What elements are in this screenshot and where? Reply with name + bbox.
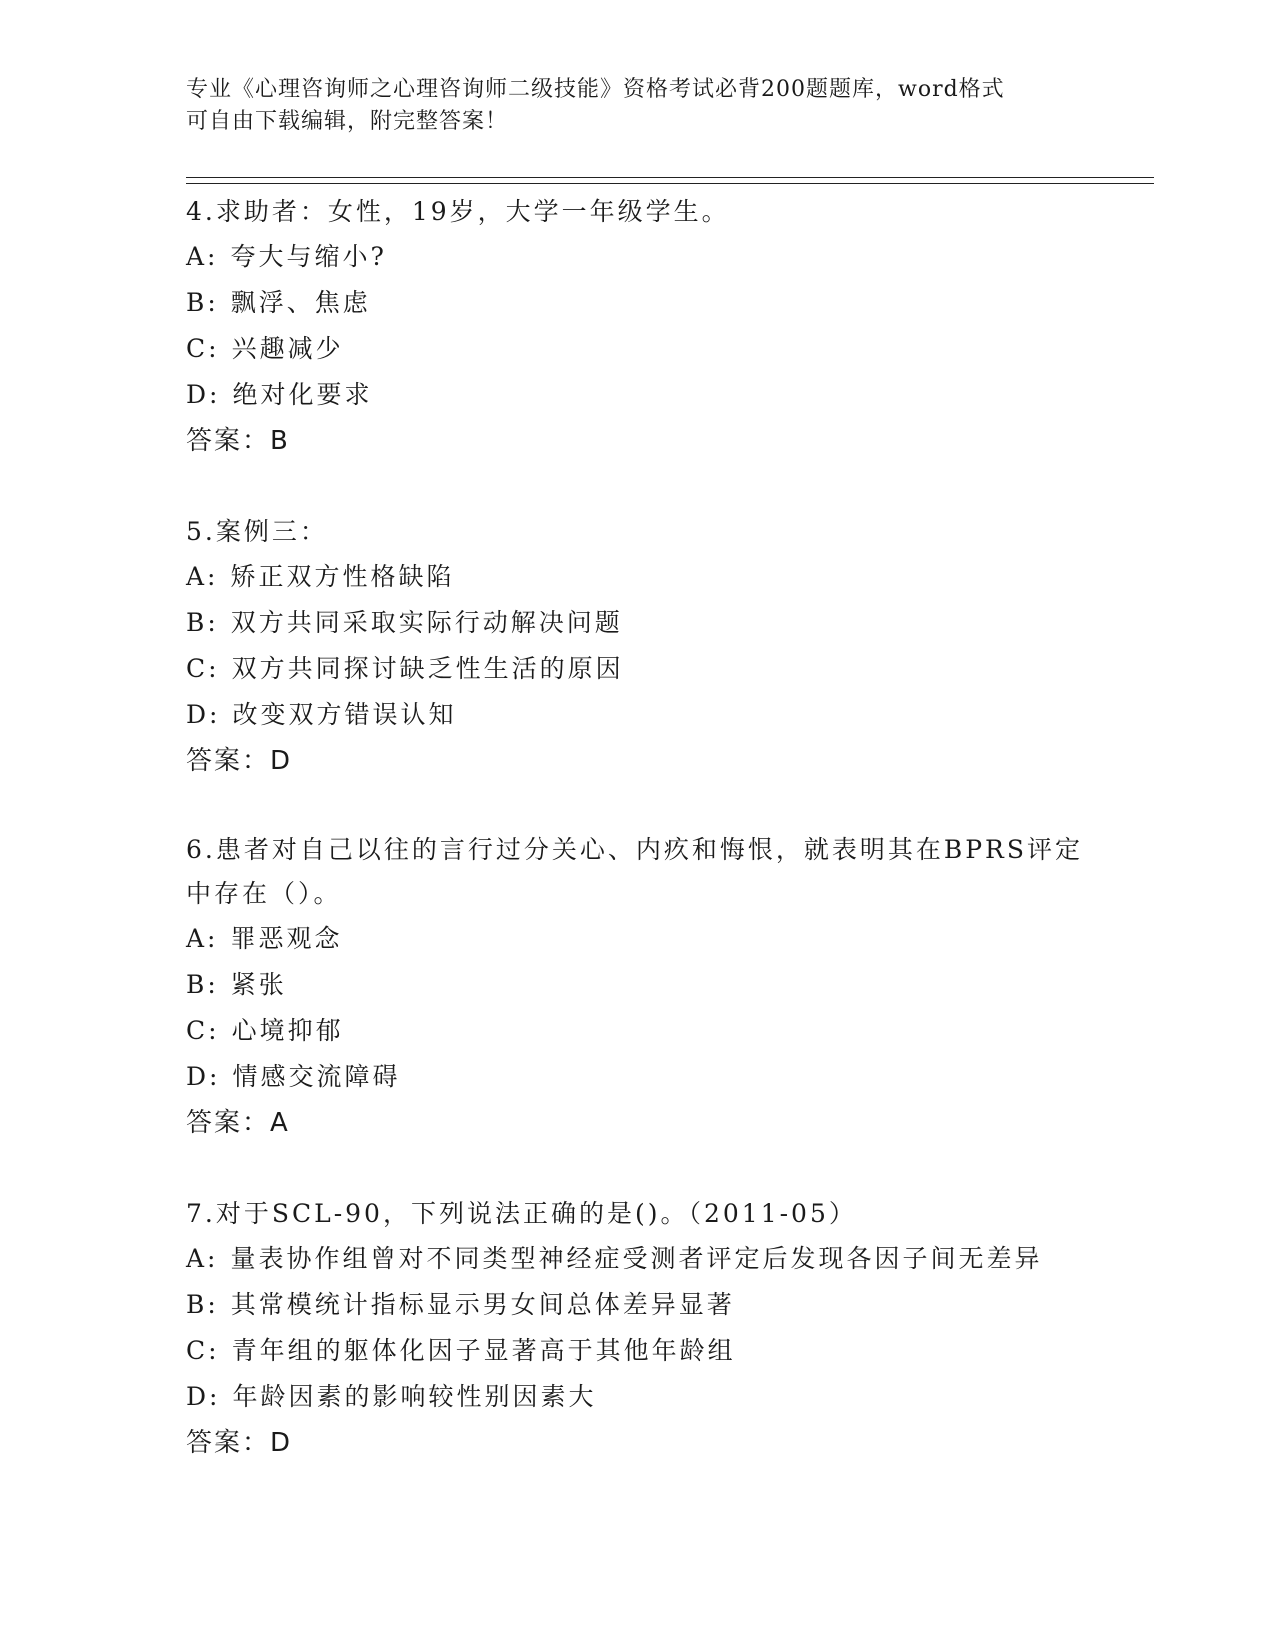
- option-key: B:: [186, 288, 219, 317]
- option-key: D:: [186, 380, 221, 409]
- option-text: 紧张: [230, 970, 287, 999]
- option-text: 改变双方错误认知: [232, 700, 457, 729]
- option-key: C:: [186, 1016, 220, 1045]
- option-key: A:: [186, 242, 219, 271]
- option-text: 绝对化要求: [232, 380, 373, 409]
- option-key: B:: [186, 1290, 219, 1319]
- header-line-1: 专业《心理咨询师之心理咨询师二级技能》资格考试必背200题题库，word格式: [186, 77, 1005, 102]
- option-key: C:: [186, 334, 220, 363]
- option-text: 其常模统计指标显示男女间总体差异显著: [230, 1290, 735, 1319]
- question-stem: 6.患者对自己以往的言行过分关心、内疚和悔恨，就表明其在BPRS评定中存在（）。: [186, 835, 1083, 908]
- header-rule-bottom: [186, 183, 1154, 184]
- option-text: 青年组的躯体化因子显著高于其他年龄组: [231, 1336, 736, 1365]
- option-text: 双方共同采取实际行动解决问题: [230, 608, 623, 637]
- option-key: C:: [186, 654, 220, 683]
- question-stem: 7.对于SCL-90，下列说法正确的是()。（2011-05）: [186, 1199, 857, 1228]
- option-text: 罪恶观念: [230, 924, 343, 953]
- option-text: 兴趣减少: [231, 334, 344, 363]
- option-key: A:: [186, 924, 219, 953]
- option-key: B:: [186, 608, 219, 637]
- option-key: D:: [186, 1062, 221, 1091]
- option-a: [186, 554, 1086, 600]
- option-d: [186, 692, 1086, 738]
- option-d: [186, 1374, 1086, 1420]
- option-a: [186, 1236, 1086, 1282]
- option-key: A:: [186, 562, 219, 591]
- option-text: 双方共同探讨缺乏性生活的原因: [231, 654, 624, 683]
- option-key: D:: [186, 1382, 221, 1411]
- answer-line: 答案：A: [186, 1108, 290, 1138]
- option-a: [186, 234, 1086, 280]
- option-text: 心境抑郁: [231, 1016, 344, 1045]
- document-header: [186, 74, 1086, 138]
- header-rule-top: [186, 177, 1154, 178]
- question-4: [186, 190, 1086, 464]
- option-text: 夸大与缩小?: [230, 242, 387, 271]
- option-d: [186, 1054, 1086, 1100]
- option-c: [186, 326, 1086, 372]
- question-stem: 4.求助者：女性，19岁，大学一年级学生。: [186, 197, 730, 226]
- option-key: D:: [186, 700, 221, 729]
- answer-line: 答案：D: [186, 1428, 293, 1458]
- option-c: [186, 1328, 1086, 1374]
- option-key: A:: [186, 1244, 219, 1273]
- question-stem: 5.案例三：: [186, 517, 328, 546]
- option-c: [186, 1008, 1086, 1054]
- answer-line: 答案：B: [186, 426, 290, 456]
- option-b: [186, 280, 1086, 326]
- option-key: B:: [186, 970, 219, 999]
- option-d: [186, 372, 1086, 418]
- option-b: [186, 600, 1086, 646]
- option-text: 矫正双方性格缺陷: [230, 562, 455, 591]
- option-text: 年龄因素的影响较性别因素大: [232, 1382, 597, 1411]
- option-text: 情感交流障碍: [232, 1062, 401, 1091]
- question-7: [186, 1192, 1086, 1466]
- option-c: [186, 646, 1086, 692]
- question-5: [186, 510, 1086, 784]
- option-b: [186, 1282, 1086, 1328]
- option-b: [186, 962, 1086, 1008]
- option-a: [186, 916, 1086, 962]
- answer-line: 答案：D: [186, 746, 293, 776]
- header-line-2: 可自由下载编辑，附完整答案！: [186, 109, 509, 134]
- option-text: 量表协作组曾对不同类型神经症受测者评定后发现各因子间无差异: [230, 1244, 1043, 1273]
- question-6: [186, 828, 1086, 1146]
- option-key: C:: [186, 1336, 220, 1365]
- option-text: 飘浮、焦虑: [230, 288, 371, 317]
